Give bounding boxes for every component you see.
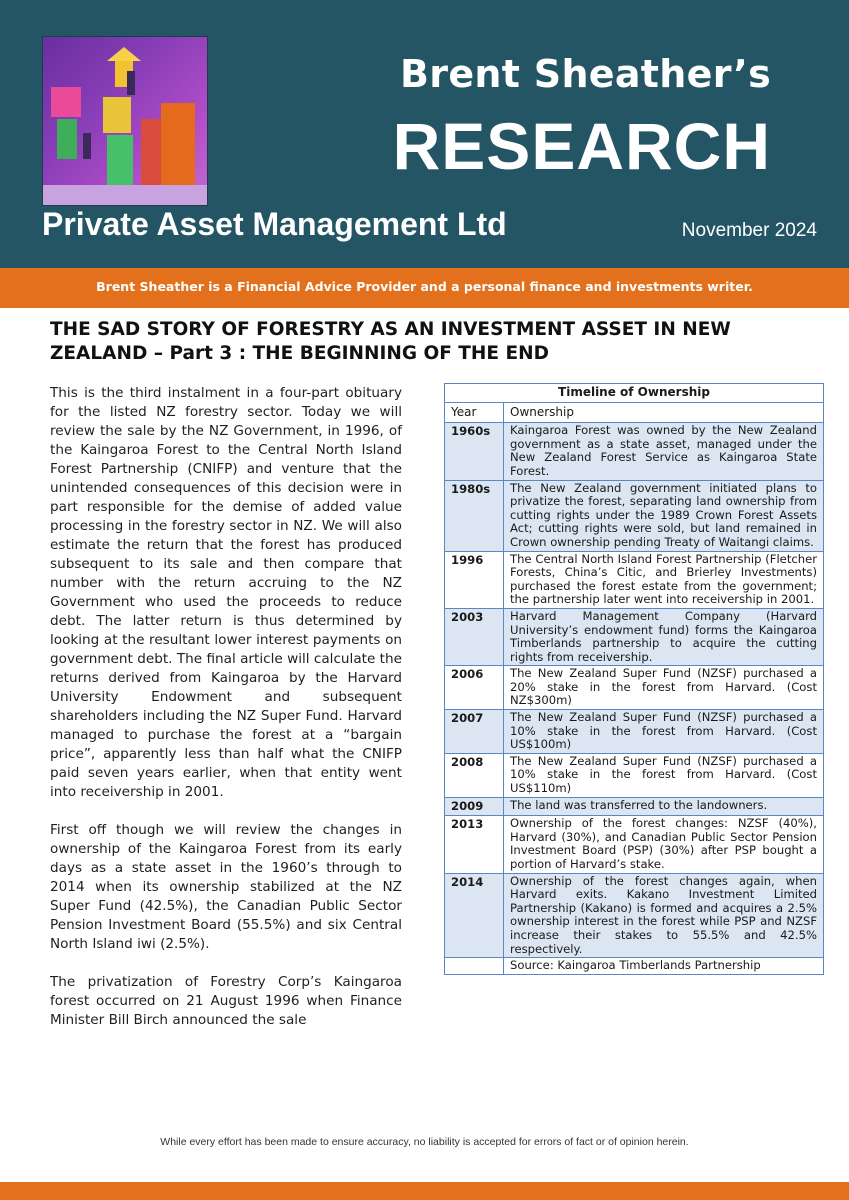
row-ownership: Ownership of the forest changes: NZSF (40%), Harvard (30%), and Canadian Public Sector Pension Investment Board (PSP) (30%) after PSP bought a portion of Harvard’s stake. [504,816,824,873]
brand-research-wordmark: RESEARCH [392,109,771,183]
row-ownership: Kaingaroa Forest was owned by the New Zealand government as a state asset, managed under the New Zealand Forest Service as Kaingaroa State Forest. [504,423,824,480]
table-row [445,873,824,958]
table-row [445,551,824,608]
row-year: 2007 [445,710,504,754]
row-year: 2006 [445,666,504,710]
row-year: 1996 [445,551,504,608]
row-year: 2009 [445,797,504,816]
row-ownership: Harvard Management Company (Harvard University’s endowment fund) forms the Kaingaroa Timberlands partnership to acquire the cutting rights from receivership. [504,608,824,665]
column-header-year: Year [445,402,504,423]
timeline-table [444,383,824,975]
table-row [445,608,824,665]
paragraph: The privatization of Forestry Corp’s Kaingaroa forest occurred on 21 August 1996 when Finance Minister Bill Birch announced the sale [50,974,402,1028]
tagline: Brent Sheather is a Financial Advice Provider and a personal finance and investments writer. [96,279,753,294]
source-year-cell [445,958,504,975]
brand-name: Brent Sheather’s [400,52,771,96]
table-row [445,423,824,480]
table-row [445,666,824,710]
row-ownership: The New Zealand government initiated plans to privatize the forest, separating land ownership from cutting rights under the 1989 Crown Forest Assets Act; cutting rights were sold, but land remained in Crown ownership pending Treaty of Waitangi claims. [504,480,824,551]
row-ownership: The Central North Island Forest Partnership (Fletcher Forests, China’s Citic, and Brierley Investments) purchased the forest estate from the government; the partnership later went into receivership in 2001. [504,551,824,608]
company-name: Private Asset Management Ltd [42,206,507,242]
table-caption: Timeline of Ownership [445,384,824,403]
row-year: 2008 [445,753,504,797]
table-row [445,797,824,816]
table-row [445,816,824,873]
footer-bar [0,1182,849,1200]
row-ownership: The land was transferred to the landowners. [504,797,824,816]
row-year: 2014 [445,873,504,958]
row-year: 2013 [445,816,504,873]
masthead [0,0,849,268]
row-year: 1960s [445,423,504,480]
row-ownership: The New Zealand Super Fund (NZSF) purchased a 10% stake in the forest from Harvard. (Cost US$100m) [504,710,824,754]
table-row [445,753,824,797]
article-body [50,384,402,1049]
issue-date: November 2024 [681,220,817,241]
paragraph: This is the third instalment in a four-part obituary for the listed NZ forestry sector. Today we will review the sale by the NZ Government, in 1996, of the Kaingaroa Forest to the Central North Island Forest Partnership (CNIFP) and venture that the unintended consequences of this decision were in part responsible for the demise of added value processing in the forestry sector in NZ. We will also estimate the return that the forest has produced subsequent to its sale and then compare that number with the return accruing to the NZ Government who used the proceeds to reduce debt. The latter return is thus determined by looking at the resultant lower interest payments on government debt. The final article will calculate the returns derived from Kaingaroa by the Harvard University Endowment and subsequent shareholders including the NZ Super Fund. Harvard managed to purchase the forest at a “bargain price”, apparently less than half what the CNIFP paid seven years earlier, when that entity went into receivership in 2001. [50,385,402,800]
disclaimer: While every effort has been made to ensure accuracy, no liability is accepted for errors of fact or of opinion herein. [160,1136,689,1148]
row-year: 2003 [445,608,504,665]
table-row [445,480,824,551]
row-ownership: The New Zealand Super Fund (NZSF) purchased a 10% stake in the forest from Harvard. (Cost US$110m) [504,753,824,797]
table-source: Source: Kaingaroa Timberlands Partnership [504,958,824,975]
article-headline: THE SAD STORY OF FORESTRY AS AN INVESTMENT ASSET IN NEW ZEALAND – Part 3 : THE BEGINNING OF THE END [50,319,731,364]
row-year: 1980s [445,480,504,551]
row-ownership: The New Zealand Super Fund (NZSF) purchased a 20% stake in the forest from Harvard. (Cost NZ$300m) [504,666,824,710]
column-header-ownership: Ownership [504,402,824,423]
table-row [445,710,824,754]
row-ownership: Ownership of the forest changes again, when Harvard exits. Kakano Investment Limited Partnership (Kakano) is formed and acquires a 2.5% ownership interest in the forest while PSP and NZSF increase their stakes to 55.5% and 42.5% respectively. [504,873,824,958]
logo-artwork [42,36,208,206]
paragraph: First off though we will review the changes in ownership of the Kaingaroa Forest from its early days as a state asset in the 1960’s through to 2014 when its ownership stabilized at the NZ Super Fund (42.5%), the Canadian Public Sector Pension Investment Board (55.5%) and six Central North Island iwi (2.5%). [50,822,402,952]
